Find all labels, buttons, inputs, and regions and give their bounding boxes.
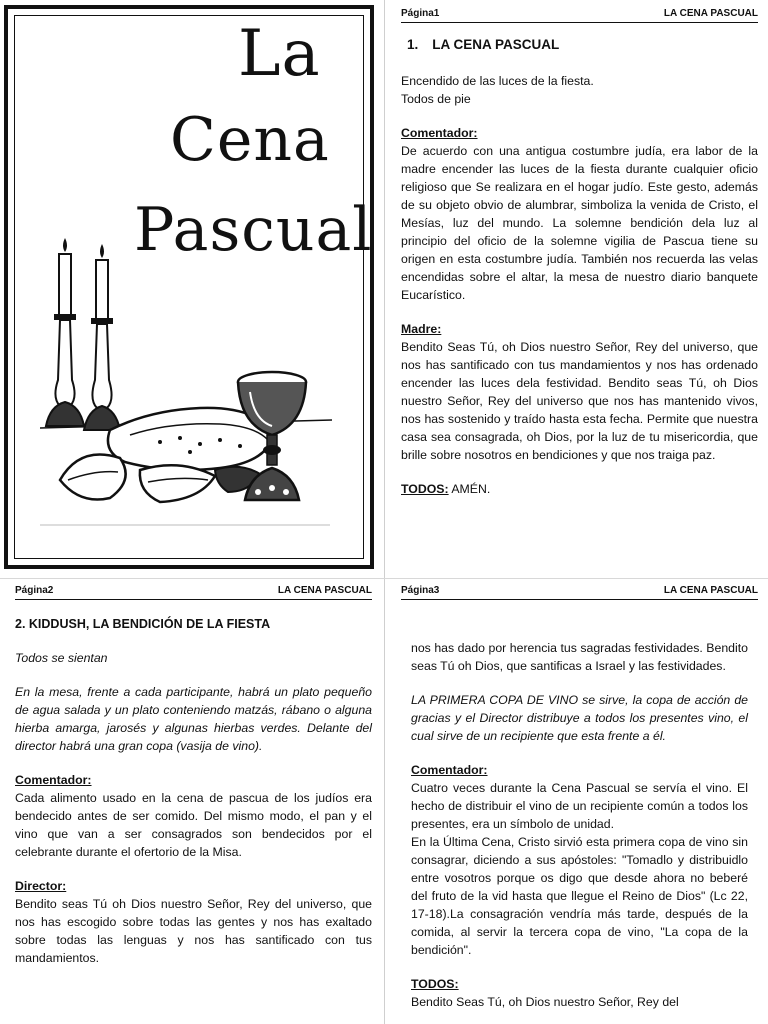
intro-line-2: Todos de pie: [401, 92, 471, 106]
page-body: [401, 36, 758, 514]
continuation-text: nos has dado por herencia tus sagradas festividades. Bendito seas Tú oh Dios, que santificas a Israel y las festividades.: [411, 641, 748, 673]
section-heading: 2. KIDDUSH, LA BENDICIÓN DE LA FIESTA: [15, 617, 271, 631]
todos-text: AMÉN.: [448, 482, 491, 496]
comentador-label: Comentador:: [401, 126, 478, 140]
madre-label: Madre:: [401, 322, 442, 336]
director-block: [15, 877, 372, 967]
horizontal-divider: [0, 578, 768, 579]
page-2: [15, 583, 372, 1024]
instruction-2: En la mesa, frente a cada participante, habrá un plato pequeño de agua salada y un plato conteniendo matzás, rábano o alguna hierba amarga, jarosés y algunas hierbas verdes. Delante del director habrá una gran copa (vasija de vino).: [15, 685, 372, 753]
page-header: [401, 583, 758, 600]
comentador-text: De acuerdo con una antigua costumbre judía, era labor de la madre encender las luces de la fiesta durante cualquier oficio religioso que Se realizara en el hogar judío. Este gesto, además de su objeto obvio de alumbrar, simboliza la venida de Cristo, el Mesías, luz del mundo. La solemne bendición dela luz al principio del oficio de la solemne vigilia de Pascua tiene su origen en esta costumbre judía. También nos recuerda las velas encendidas sobre el altar, la mesa de nuestro diario banquete Eucarístico.: [401, 144, 758, 302]
section-heading: [407, 36, 758, 54]
page-header: [401, 6, 758, 23]
todos-block: [401, 480, 758, 498]
vertical-divider: [384, 0, 385, 1024]
comentador-label: Comentador:: [15, 773, 92, 787]
comentador-text-2: En la Última Cena, Cristo sirvió esta primera copa de vino sin consagrar, diciendo a sus apóstoles: "Tomadlo y distribuidlo entre vosotros porque os digo que desde ahora no beberé del fruto de la vid hasta que llegue el Reino de Dios" (Lc 22, 17-18).La consagración vendría más tarde, después de la comida, al servir la tercera copa de vino, "La copa de la bendición".: [411, 835, 748, 957]
page-header-title: LA CENA PASCUAL: [663, 585, 758, 596]
todos-label: TODOS:: [411, 977, 459, 991]
section-title: LA CENA PASCUAL: [432, 37, 560, 52]
page-1: [401, 6, 758, 566]
cover-title-line3: Pascual: [134, 195, 373, 265]
section-number: 1.: [407, 37, 419, 52]
comentador-block: [15, 771, 372, 861]
page-header-title: LA CENA PASCUAL: [277, 585, 372, 596]
instruction-1: Todos se sientan: [15, 651, 108, 665]
page-3: [401, 583, 758, 1024]
todos-label: TODOS:: [401, 482, 449, 496]
comentador-text-1: Cuatro veces durante la Cena Pascual se servía el vino. El hecho de distribuir el vino de un recipiente común a todos los presentes, era un símbolo de unidad.: [411, 781, 748, 831]
cover-title-line2: Cena: [170, 105, 330, 175]
intro-text: [401, 72, 758, 108]
page-header-title: LA CENA PASCUAL: [663, 8, 758, 19]
page-number: Página2: [15, 585, 54, 596]
comentador-label: Comentador:: [411, 763, 488, 777]
comentador-block: [411, 761, 748, 959]
page-header: [15, 583, 372, 600]
copa-text: LA PRIMERA COPA DE VINO se sirve, la copa de acción de gracias y el Director distribuye a todos los presentes vino, el cual sirve de un recipiente que esta frente a él.: [411, 693, 748, 743]
todos-block: [411, 975, 748, 1011]
madre-block: [401, 320, 758, 464]
candle-right-icon: [84, 244, 120, 430]
page-body: [15, 615, 372, 983]
candle-left-icon: [46, 238, 84, 426]
intro-line-1: Encendido de las luces de la fiesta.: [401, 74, 594, 88]
comentador-block: [401, 124, 758, 304]
comentador-text: Cada alimento usado en la cena de pascua de los judíos era bendecido antes de ser comido. Del mismo modo, el pan y el vino que van a ser consagrados son bendecidos por el celebrante durante el ofertorio de la Misa.: [15, 791, 372, 859]
page-number: Página3: [401, 585, 440, 596]
director-label: Director:: [15, 879, 67, 893]
cover-title-line1: La: [238, 17, 321, 91]
director-text: Bendito seas Tú oh Dios nuestro Señor, Rey del universo, que nos has escogido sobre todas las gentes y nos has exaltado sobre todas las lenguas y nos has santificado con tus mandamientos.: [15, 897, 372, 965]
madre-text: Bendito Seas Tú, oh Dios nuestro Señor, Rey del universo, que nos has santificado con tus mandamientos y nos has ordenado encender las luces dela festividad. Bendito seas Tú, oh Dios nuestro Señor, Rey del universo que nos has mantenido vivos, nos has sostenido y traído hasta esta fecha. Permite que nuestra casa sea consagrada, oh Dios, por la luz de tu misericordia, que brille sobre nosotros en bendiciones y que nos traiga paz.: [401, 340, 758, 462]
todos-text: Bendito Seas Tú, oh Dios nuestro Señor, Rey del: [411, 995, 679, 1009]
passover-illustration: [40, 230, 340, 530]
page-number: Página1: [401, 8, 440, 19]
page-body: [411, 639, 748, 1024]
